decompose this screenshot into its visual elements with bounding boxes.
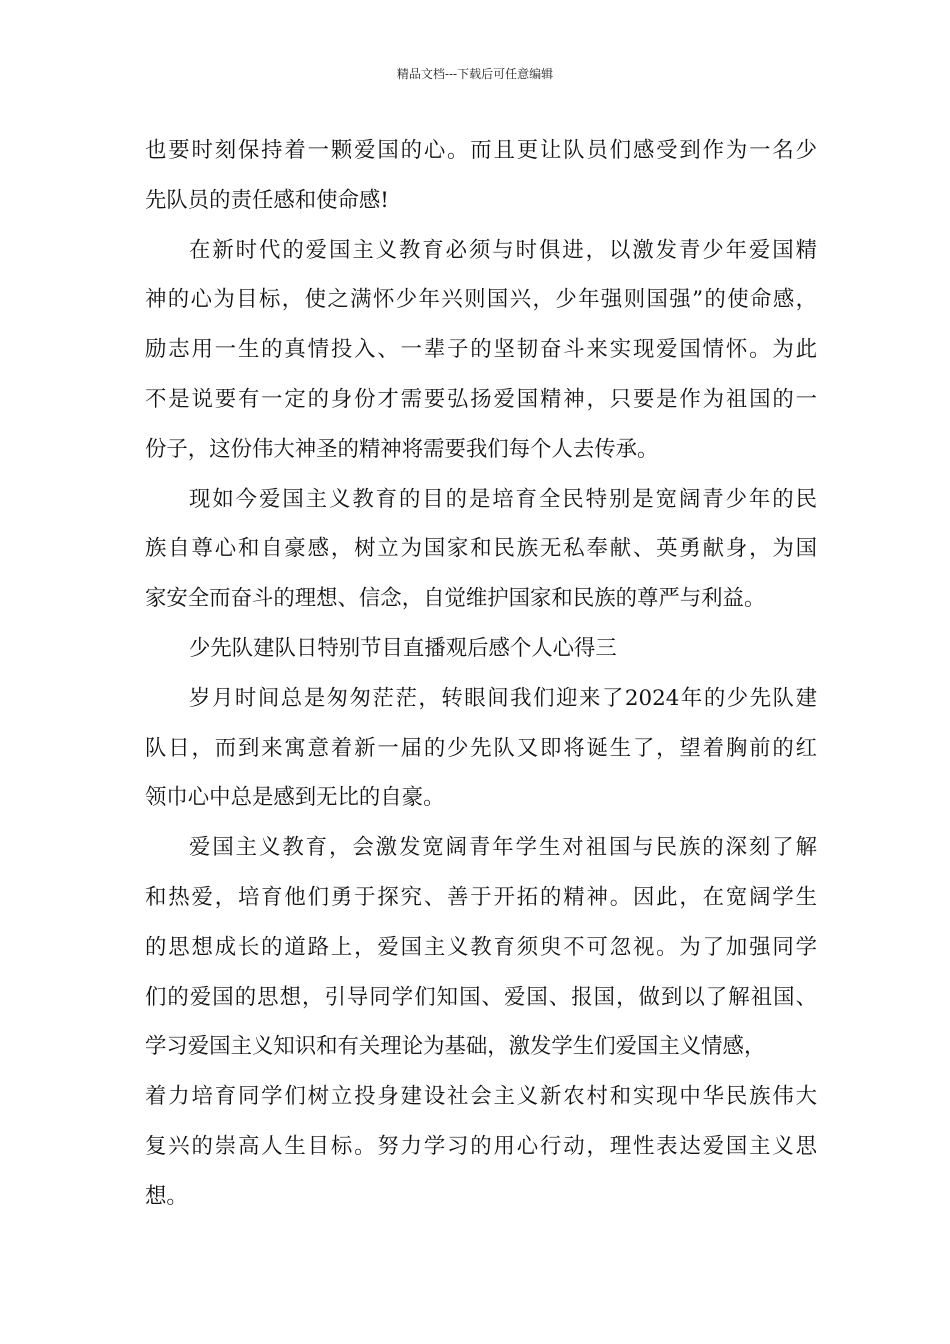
text-line: 和热爱，培育他们勇于探究、善于开拓的精神。因此，在宽阔学生 <box>145 884 817 910</box>
text-line: 也要时刻保持着一颗爱国的心。而且更让队员们感受到作为一名少 <box>145 138 817 163</box>
section-heading: 少先队建队日特别节目直播观后感个人心得三 <box>189 635 617 661</box>
paragraph-first-line: 现如今爱国主义教育的目的是培育全民特别是宽阔青少年的民 <box>189 486 817 512</box>
text-line: 份子，这份伟大神圣的精神将需要我们每个人去传承。 <box>145 436 659 462</box>
text-line: 们的爱国的思想，引导同学们知国、爱国、报国，做到以了解祖国、 <box>145 984 817 1010</box>
text-line: 想。 <box>145 1183 188 1209</box>
text-line: 的思想成长的道路上，爱国主义教育须臾不可忽视。为了加强同学 <box>145 934 817 960</box>
page-header: 精品文档---下载后可任意编辑 <box>396 67 554 81</box>
paragraph-first-line: 岁月时间总是匆匆茫茫，转眼间我们迎来了2024年的少先队建 <box>189 685 817 711</box>
text-line: 家安全而奋斗的理想、信念，自觉维护国家和民族的尊严与利益。 <box>145 586 766 612</box>
text-line: 着力培育同学们树立投身建设社会主义新农村和实现中华民族伟大 <box>145 1084 817 1110</box>
text-line: 神的心为目标，使之满怀少年兴则国兴，少年强则国强”的使命感， <box>145 287 817 313</box>
paragraph-first-line: 在新时代的爱国主义教育必须与时俱进，以激发青少年爱国精 <box>189 237 817 263</box>
paragraph-first-line: 爱国主义教育，会激发宽阔青年学生对祖国与民族的深刻了解 <box>189 835 817 861</box>
text-line: 领巾心中总是感到无比的自豪。 <box>145 785 445 811</box>
text-line: 不是说要有一定的身份才需要弘扬爱国精神，只要是作为祖国的一 <box>145 386 817 412</box>
text-line: 励志用一生的真情投入、一辈子的坚韧奋斗来实现爱国情怀。为此 <box>145 337 817 363</box>
text-line: 族自尊心和自豪感，树立为国家和民族无私奉献、英勇献身，为国 <box>145 536 817 562</box>
text-line: 先队员的责任感和使命感! <box>145 187 389 213</box>
document-body <box>145 126 817 1222</box>
text-line: 学习爱国主义知识和有关理论为基础，激发学生们爱国主义情感， <box>145 1034 766 1060</box>
text-line: 复兴的崇高人生目标。努力学习的用心行动，理性表达爱国主义思 <box>145 1133 817 1159</box>
text-line: 队日，而到来寓意着新一届的少先队又即将诞生了，望着胸前的红 <box>145 735 817 761</box>
